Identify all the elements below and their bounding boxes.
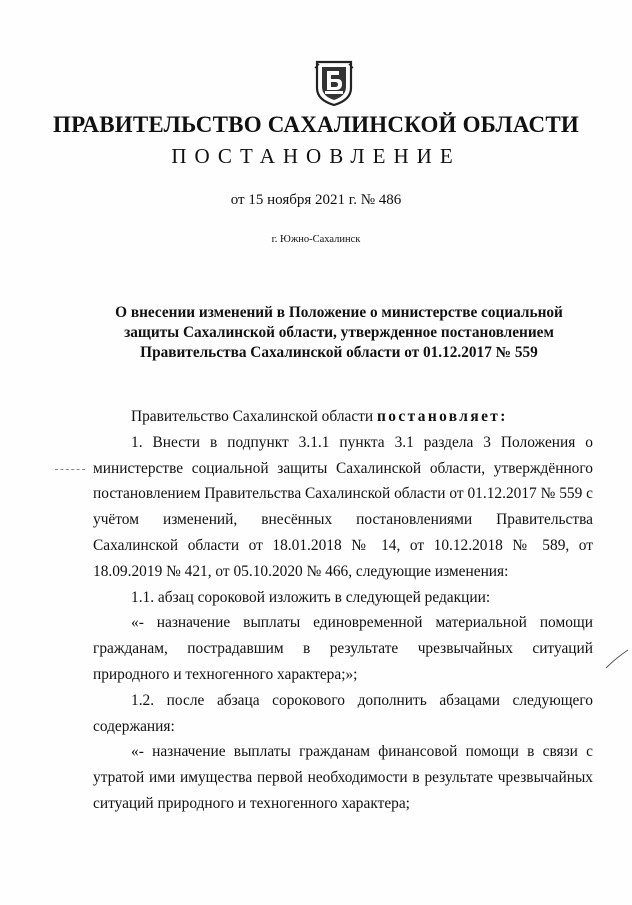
intro-emphasis: постановляет: <box>376 408 508 425</box>
paragraph-1-1: 1.1. абзац сороковой изложить в следующей редакции: <box>131 588 491 606</box>
intro-paragraph <box>93 404 593 430</box>
document-type: ПОСТАНОВЛЕНИЕ <box>171 144 461 168</box>
document-date-number: от 15 ноября 2021 г. № 486 <box>230 192 402 208</box>
paragraph-1-2: 1.2. после абзаца сорокового дополнить абзацами следующего содержания: <box>93 691 593 735</box>
paragraph-1: 1. Внести в подпункт 3.1.1 пункта 3.1 раздела 3 Положения о министерстве социальной защиты Сахалинской области, утверждённого постановлением Правительства Сахалинской области от 01.12.2017 № 559 с учётом изменений, внесённых постановлениями Правительства Сахалинской области от 18.01.2018 № 14, от 10.12.2018 № 589, от 18.09.2019 № 421, от 05.10.2020 № 466, следующие изменения: <box>93 433 593 580</box>
document-title: О внесении изменений в Положение о министерстве социальной защиты Сахалинской области, утвержденное постановлением Правительства Сахалинской области от 01.12.2017 № 559 <box>115 304 563 361</box>
paragraph-1-1-quote: «- назначение выплаты единовременной материальной помощи гражданам, пострадавшим в результате чрезвычайных ситуаций природного и техногенного характера;»; <box>93 614 593 683</box>
document-city: г. Южно-Сахалинск <box>271 234 361 245</box>
scan-artifact-mark <box>55 469 85 472</box>
organization-name: ПРАВИТЕЛЬСТВО САХАЛИНСКОЙ ОБЛАСТИ <box>53 112 579 137</box>
paragraph-1-2-quote: «- назначение выплаты гражданам финансовой помощи в связи с утратой ими имущества первой необходимости в результате чрезвычайных ситуаций природного и техногенного характера; <box>93 743 593 812</box>
pen-stroke-icon <box>604 648 630 670</box>
intro-prefix: Правительство Сахалинской области <box>131 408 377 425</box>
document-body <box>93 404 593 817</box>
coat-of-arms-icon <box>313 58 355 106</box>
